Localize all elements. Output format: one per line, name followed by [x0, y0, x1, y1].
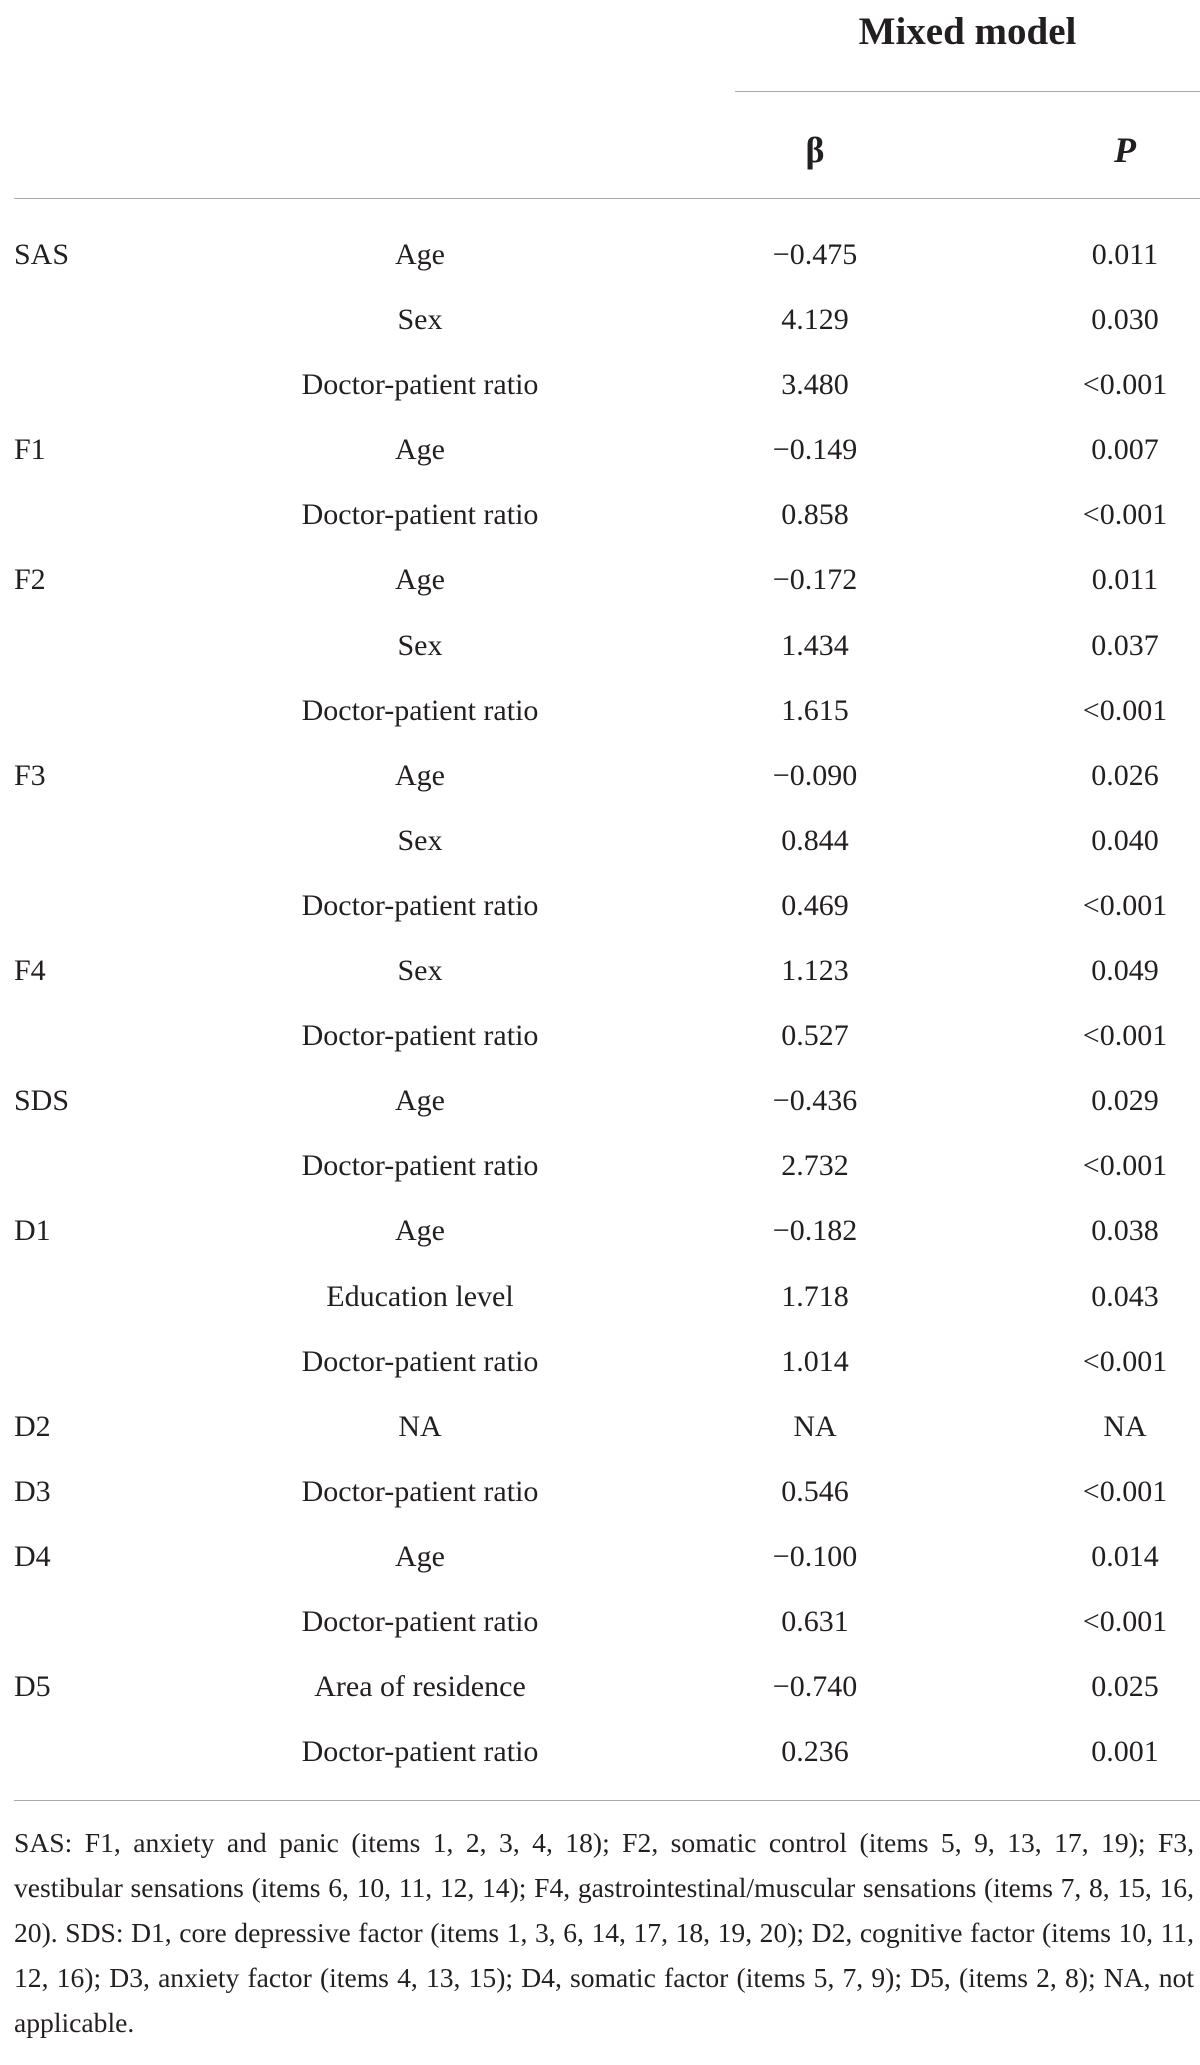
row-variable: Age — [395, 563, 445, 597]
row-beta-value: −0.149 — [772, 433, 858, 467]
row-variable: Doctor-patient ratio — [301, 1474, 539, 1508]
mixed-model-header: Mixed model — [858, 10, 1077, 53]
row-p-value: <0.001 — [1082, 1019, 1168, 1053]
row-beta-value: 3.480 — [781, 368, 849, 402]
row-beta-value: 1.434 — [781, 628, 849, 662]
table-row — [0, 1719, 1200, 1784]
table-row — [0, 1589, 1200, 1654]
row-p-value: 0.038 — [1091, 1214, 1159, 1248]
table-row — [0, 743, 1200, 808]
row-variable: Doctor-patient ratio — [301, 368, 539, 402]
row-variable: Age — [395, 433, 445, 467]
row-p-value: 0.029 — [1091, 1084, 1159, 1118]
row-beta-value: 0.527 — [781, 1019, 849, 1053]
row-p-value: 0.011 — [1091, 238, 1159, 271]
row-beta-value: 1.718 — [781, 1279, 849, 1313]
table-row — [0, 1329, 1200, 1394]
table-row — [0, 1264, 1200, 1329]
row-p-value: <0.001 — [1082, 1474, 1168, 1508]
row-beta-value: 2.732 — [781, 1149, 849, 1183]
row-p-value: <0.001 — [1082, 1604, 1168, 1638]
row-group-label: D2 — [14, 1409, 51, 1443]
table-row — [0, 1524, 1200, 1589]
row-variable: NA — [398, 1409, 442, 1443]
table-footnote: SAS: F1, anxiety and panic (items 1, 2, 3, 4, 18); F2, somatic control (items 5, 9, 13, 17, 19); F3, vestibular sensations (items 6, 10, 11, 12, 14); F4, gastrointestinal/muscular sensations (items 7, 8, 15, 16, 20). SDS: D1, core depressive factor (items 1, 3, 6, 14, 17, 18, 19, 20); D2, cognitive factor (items 10, 11, 12, 16); D3, anxiety factor (items 4, 13, 15); D4, somatic factor (items 5, 7, 9); D5, (items 2, 8); NA, not applicable. — [14, 1827, 1194, 2038]
row-beta-value: −0.475 — [772, 238, 858, 271]
row-variable: Doctor-patient ratio — [301, 693, 539, 727]
row-variable: Age — [395, 238, 445, 271]
table-row — [0, 1394, 1200, 1459]
column-header-p: P — [1114, 130, 1136, 170]
table-row — [0, 1003, 1200, 1068]
row-variable: Area of residence — [314, 1670, 526, 1704]
row-p-value: <0.001 — [1082, 693, 1168, 727]
table-row — [0, 352, 1200, 417]
table-row — [0, 1654, 1200, 1719]
row-p-value: <0.001 — [1082, 1149, 1168, 1183]
table-row — [0, 1459, 1200, 1524]
row-p-value: 0.040 — [1091, 823, 1159, 857]
row-group-label: SDS — [14, 1084, 70, 1118]
row-beta-value: −0.100 — [772, 1539, 858, 1573]
table-row — [0, 678, 1200, 743]
row-variable: Sex — [397, 303, 443, 337]
row-beta-value: 4.129 — [781, 303, 849, 337]
table-row — [0, 613, 1200, 678]
row-beta-value: 0.631 — [781, 1604, 849, 1638]
row-variable: Age — [395, 1084, 445, 1118]
row-p-value: 0.037 — [1091, 628, 1159, 662]
row-variable: Doctor-patient ratio — [301, 1604, 539, 1638]
row-beta-value: 0.546 — [781, 1474, 849, 1508]
row-beta-value: −0.182 — [772, 1214, 858, 1248]
row-group-label: D4 — [14, 1539, 51, 1573]
row-variable: Doctor-patient ratio — [301, 498, 539, 532]
row-group-label: F1 — [14, 433, 46, 467]
row-p-value: NA — [1103, 1409, 1147, 1443]
row-group-label: SAS — [14, 238, 70, 271]
row-p-value: 0.001 — [1091, 1735, 1159, 1769]
column-header-beta: β — [805, 130, 825, 170]
row-variable: Education level — [326, 1279, 514, 1313]
row-p-value: 0.014 — [1091, 1539, 1159, 1573]
row-p-value: 0.026 — [1091, 758, 1159, 792]
row-variable: Age — [395, 1539, 445, 1573]
table-row — [0, 1068, 1200, 1133]
row-p-value: 0.043 — [1091, 1279, 1159, 1313]
table-row — [0, 222, 1200, 287]
table-row — [0, 1198, 1200, 1263]
row-p-value: <0.001 — [1082, 498, 1168, 532]
row-beta-value: 0.844 — [781, 823, 849, 857]
table-body — [0, 222, 1200, 1784]
row-variable: Doctor-patient ratio — [301, 1019, 539, 1053]
row-beta-value: 1.615 — [781, 693, 849, 727]
row-beta-value: 0.469 — [781, 888, 849, 922]
row-beta-value: 0.236 — [781, 1735, 849, 1769]
row-beta-value: 0.858 — [781, 498, 849, 532]
table-bottom-rule — [14, 1800, 1200, 1801]
group-header-rule — [735, 91, 1200, 92]
row-beta-value: −0.436 — [772, 1084, 858, 1118]
table-row — [0, 417, 1200, 482]
row-variable: Sex — [397, 823, 443, 857]
row-p-value: 0.011 — [1091, 563, 1159, 597]
row-group-label: D1 — [14, 1214, 51, 1248]
row-variable: Sex — [397, 628, 443, 662]
row-beta-value: −0.090 — [772, 758, 858, 792]
row-variable: Sex — [397, 954, 443, 988]
table-row — [0, 808, 1200, 873]
row-p-value: 0.030 — [1091, 303, 1159, 337]
table-row — [0, 482, 1200, 547]
row-p-value: 0.007 — [1091, 433, 1159, 467]
row-beta-value: 1.014 — [781, 1344, 849, 1378]
row-p-value: <0.001 — [1082, 888, 1168, 922]
row-group-label: F3 — [14, 758, 46, 792]
table-row — [0, 873, 1200, 938]
row-variable: Doctor-patient ratio — [301, 1344, 539, 1378]
row-variable: Doctor-patient ratio — [301, 1149, 539, 1183]
row-p-value: <0.001 — [1082, 368, 1168, 402]
row-beta-value: 1.123 — [781, 954, 849, 988]
table-row — [0, 938, 1200, 1003]
table-row — [0, 547, 1200, 612]
row-beta-value: NA — [793, 1409, 837, 1443]
row-variable: Age — [395, 758, 445, 792]
row-p-value: 0.025 — [1091, 1670, 1159, 1704]
row-beta-value: −0.172 — [772, 563, 858, 597]
header-bottom-rule — [14, 198, 1200, 199]
row-p-value: 0.049 — [1091, 954, 1159, 988]
row-variable: Doctor-patient ratio — [301, 888, 539, 922]
row-group-label: D5 — [14, 1670, 51, 1704]
row-p-value: <0.001 — [1082, 1344, 1168, 1378]
table-row — [0, 1133, 1200, 1198]
row-group-label: F4 — [14, 954, 46, 988]
row-variable: Doctor-patient ratio — [301, 1735, 539, 1769]
row-group-label: F2 — [14, 563, 46, 597]
row-beta-value: −0.740 — [772, 1670, 858, 1704]
row-group-label: D3 — [14, 1474, 51, 1508]
row-variable: Age — [395, 1214, 445, 1248]
table-row — [0, 287, 1200, 352]
